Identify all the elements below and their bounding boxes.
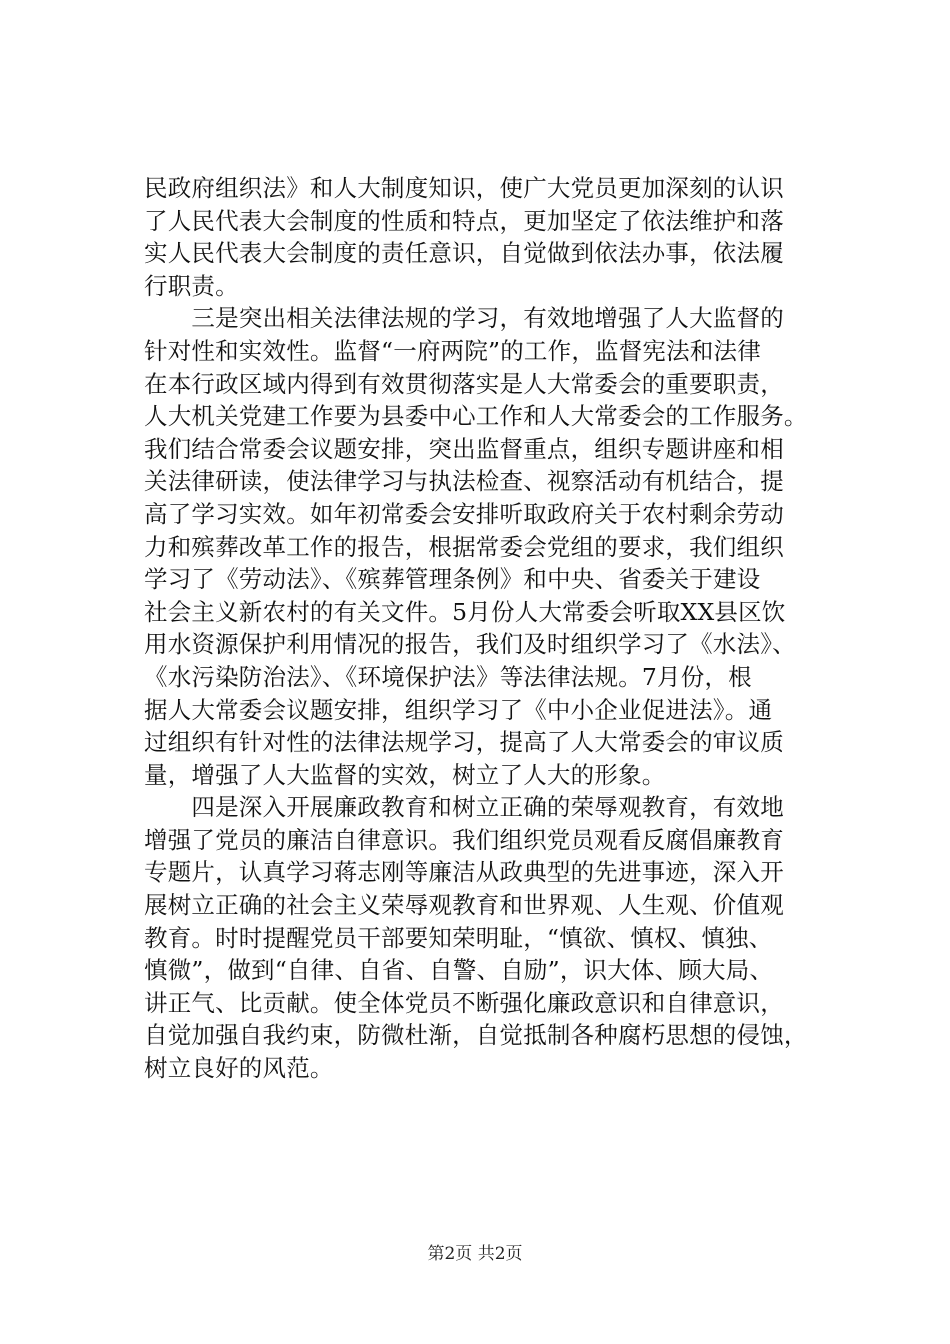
text-line: 慎微”，做到“自律、自省、自警、自励”，识大体、顾大局、 xyxy=(144,956,774,985)
text-line: 社会主义新农村的有关文件。5月份人大常委会听取XX县区饮 xyxy=(144,597,786,626)
paragraph-start-line: 四是深入开展廉政教育和树立正确的荣辱观教育，有效地 xyxy=(144,793,784,822)
text-line: 树立良好的风范。 xyxy=(144,1054,334,1083)
text-line: 民政府组织法》和人大制度知识，使广大党员更加深刻的认识 xyxy=(144,174,784,202)
text-line: 我们结合常委会议题安排，突出监督重点，组织专题讲座和相 xyxy=(144,434,784,463)
text-line: 行职责。 xyxy=(144,271,239,300)
text-line: 据人大常委会议题安排，组织学习了《中小企业促进法》。通 xyxy=(144,695,773,724)
paragraph-start-line: 三是突出相关法律法规的学习，有效地增强了人大监督的 xyxy=(144,304,784,333)
page-number-footer: 第2页 共2页 xyxy=(427,1244,523,1264)
text-line: 专题片，认真学习蒋志刚等廉洁从政典型的先进事迹，深入开 xyxy=(144,858,784,887)
text-line: 展树立正确的社会主义荣辱观教育和世界观、人生观、价值观 xyxy=(144,891,784,920)
text-line: 自觉加强自我约束，防微杜渐，自觉抵制各种腐朽思想的侵蚀， xyxy=(144,1021,808,1050)
text-line: 人大机关党建工作要为县委中心工作和人大常委会的工作服务。 xyxy=(144,402,808,431)
text-line: 增强了党员的廉洁自律意识。我们组织党员观看反腐倡廉教育 xyxy=(144,825,784,854)
text-line: 在本行政区域内得到有效贯彻落实是人大常委会的重要职责， xyxy=(144,369,784,398)
text-line: 学习了《劳动法》、《殡葬管理条例》和中央、省委关于建设 xyxy=(144,565,761,594)
text-line: 实人民代表大会制度的责任意识，自觉做到依法办事，依法履 xyxy=(144,239,784,268)
text-line: 高了学习实效。如年初常委会安排听取政府关于农村剩余劳动 xyxy=(144,499,784,528)
text-line: 过组织有针对性的法律法规学习，提高了人大常委会的审议质 xyxy=(144,728,784,757)
text-line: 《水污染防治法》、《环境保护法》等法律法规。7月份，根 xyxy=(144,662,752,691)
text-line: 教育。时时提醒党员干部要知荣明耻，“慎欲、慎权、慎独、 xyxy=(144,923,773,952)
text-line: 针对性和实效性。监督“一府两院”的工作，监督宪法和法律 xyxy=(144,336,761,365)
document-body xyxy=(144,172,844,1085)
text-line: 力和殡葬改革工作的报告，根据常委会党组的要求，我们组织 xyxy=(144,532,784,561)
text-line: 用水资源保护利用情况的报告，我们及时组织学习了《水法》、 xyxy=(144,630,796,659)
text-line: 讲正气、比贡献。使全体党员不断强化廉政意识和自律意识， xyxy=(144,988,784,1017)
text-line: 量，增强了人大监督的实效，树立了人大的形象。 xyxy=(144,760,666,789)
text-line: 关法律研读，使法律学习与执法检查、视察活动有机结合，提 xyxy=(144,467,784,496)
text-line: 了人民代表大会制度的性质和特点，更加坚定了依法维护和落 xyxy=(144,206,784,235)
